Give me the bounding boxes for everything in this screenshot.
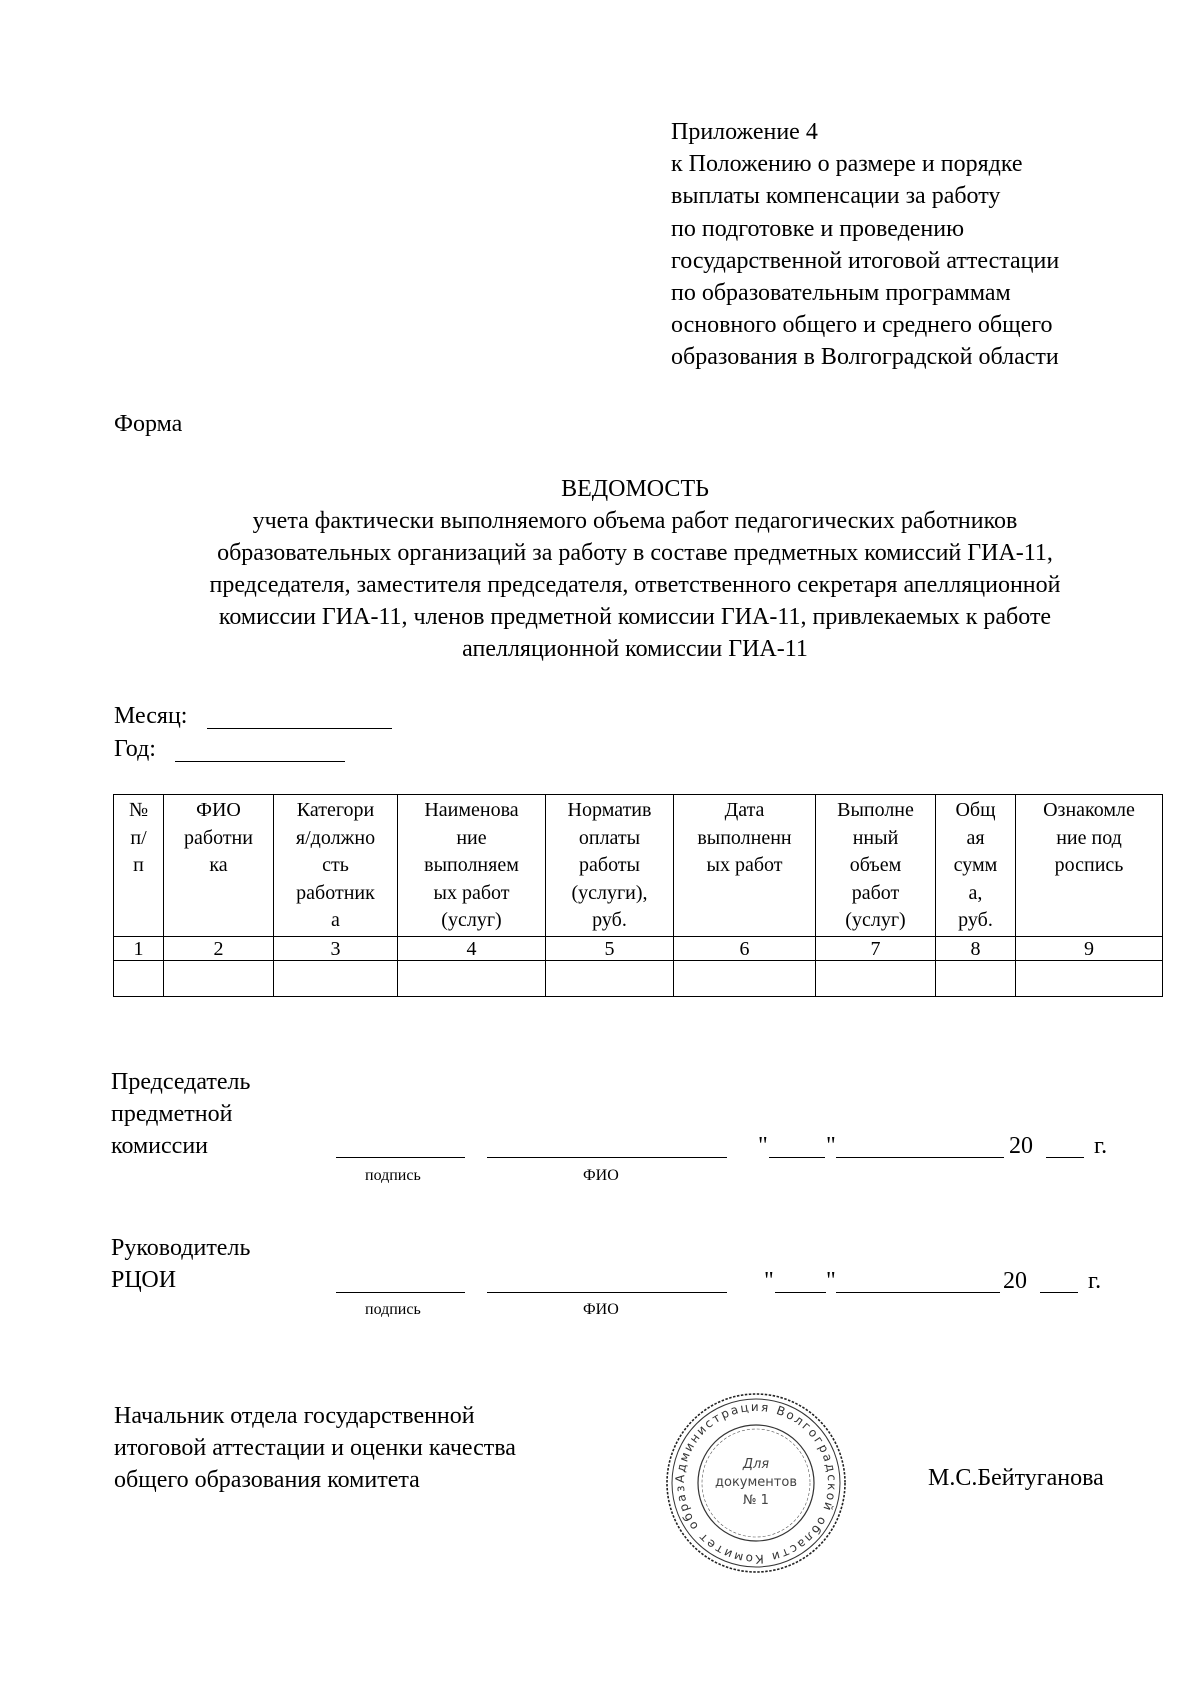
title-line: комиссии ГИА-11, членов предметной комиссии ГИА-11, привлекаемых к работе bbox=[218, 604, 1052, 630]
table-cell[interactable] bbox=[274, 961, 398, 997]
official-stamp bbox=[663, 1390, 849, 1576]
column-number: 6 bbox=[674, 937, 816, 961]
column-number: 1 bbox=[114, 937, 164, 961]
header-cell-date: Дата выполненн ых работ bbox=[674, 795, 816, 937]
column-number: 4 bbox=[398, 937, 546, 961]
table-cell[interactable] bbox=[1016, 961, 1163, 997]
header-cell-category: Категори я/должно сть работник а bbox=[274, 795, 398, 937]
table-cell[interactable] bbox=[164, 961, 274, 997]
appendix-line: по подготовке и проведению bbox=[671, 215, 965, 242]
column-number: 5 bbox=[546, 937, 674, 961]
appendix-line: выплаты компенсации за работу bbox=[671, 183, 1001, 210]
rcoi-month-line[interactable] bbox=[836, 1292, 1000, 1293]
appendix-note bbox=[671, 116, 1059, 374]
head-position-line: общего образования комитета bbox=[114, 1467, 420, 1493]
svg-text:№ 1: № 1 bbox=[743, 1493, 769, 1508]
rcoi-year-prefix: 20 bbox=[1003, 1268, 1027, 1294]
rcoi-year-suffix: г. bbox=[1088, 1268, 1102, 1294]
chair-month-line[interactable] bbox=[836, 1157, 1004, 1158]
head-position-line: итоговой аттестации и оценки качества bbox=[114, 1435, 516, 1461]
title-line: учета фактически выполняемого объема работ педагогических работников bbox=[252, 508, 1018, 534]
table-cell[interactable] bbox=[114, 961, 164, 997]
head-position-line: Начальник отдела государственной bbox=[114, 1403, 475, 1429]
rcoi-date-quote-close: " bbox=[826, 1268, 836, 1294]
header-cell-signature: Ознакомле ние под роспись bbox=[1016, 795, 1163, 937]
header-cell-rate: Норматив оплаты работы (услуги), руб. bbox=[546, 795, 674, 937]
chair-year-prefix: 20 bbox=[1009, 1133, 1033, 1159]
svg-text:документов: документов bbox=[715, 1475, 797, 1490]
title-line: апелляционной комиссии ГИА-11 bbox=[462, 636, 808, 662]
header-cell-fio: ФИО работни ка bbox=[164, 795, 274, 937]
header-cell-volume: Выполне нный объем работ (услуг) bbox=[816, 795, 936, 937]
table-row bbox=[114, 961, 1163, 997]
title-heading: ВЕДОМОСТЬ bbox=[561, 476, 709, 502]
rcoi-signature-line[interactable] bbox=[336, 1292, 465, 1293]
title-line: образовательных организаций за работу в составе предметных комиссий ГИА-11, bbox=[217, 540, 1053, 566]
chair-fio-line[interactable] bbox=[487, 1157, 727, 1158]
rcoi-date-quote-open: " bbox=[764, 1268, 774, 1294]
ledger-table bbox=[113, 794, 1163, 997]
header-cell-work-name: Наименова ние выполняем ых работ (услуг) bbox=[398, 795, 546, 937]
appendix-line: к Положению о размере и порядке bbox=[671, 151, 1023, 178]
column-number: 9 bbox=[1016, 937, 1163, 961]
appendix-line: по образовательным программам bbox=[671, 280, 1011, 307]
year-label: Год: bbox=[114, 736, 156, 762]
appendix-line: основного общего и среднего общего bbox=[671, 312, 1053, 339]
table-cell[interactable] bbox=[936, 961, 1016, 997]
rcoi-fio-caption: ФИО bbox=[583, 1301, 619, 1318]
chair-title: Председатель предметной комиссии bbox=[111, 1069, 251, 1159]
column-number: 3 bbox=[274, 937, 398, 961]
column-number-row bbox=[114, 937, 1163, 961]
header-cell-total: Общ ая сумм а, руб. bbox=[936, 795, 1016, 937]
appendix-line: образования в Волгоградской области bbox=[671, 344, 1059, 371]
rcoi-title: Руководитель РЦОИ bbox=[111, 1235, 251, 1293]
chair-sign-caption: подпись bbox=[365, 1167, 421, 1184]
year-input-line[interactable] bbox=[175, 761, 345, 762]
svg-text:Администрация Волгоградской об: Администрация Волгоградской области Комитет образ bbox=[672, 1399, 840, 1567]
table-cell[interactable] bbox=[674, 961, 816, 997]
table-header-row bbox=[114, 795, 1163, 937]
chair-date-quote-open: " bbox=[758, 1133, 768, 1159]
chair-fio-caption: ФИО bbox=[583, 1167, 619, 1184]
column-number: 2 bbox=[164, 937, 274, 961]
chair-year-suffix: г. bbox=[1094, 1133, 1108, 1159]
rcoi-day-line[interactable] bbox=[775, 1292, 826, 1293]
table-cell[interactable] bbox=[816, 961, 936, 997]
head-name: М.С.Бейтуганова bbox=[928, 1465, 1104, 1491]
table-cell[interactable] bbox=[546, 961, 674, 997]
table-cell[interactable] bbox=[398, 961, 546, 997]
rcoi-year-line[interactable] bbox=[1040, 1292, 1078, 1293]
chair-day-line[interactable] bbox=[769, 1157, 825, 1158]
form-label: Форма bbox=[114, 411, 183, 437]
column-number: 7 bbox=[816, 937, 936, 961]
head-position bbox=[114, 1400, 516, 1496]
document-title bbox=[100, 473, 1170, 665]
header-cell-number: № п/ п bbox=[114, 795, 164, 937]
column-number: 8 bbox=[936, 937, 1016, 961]
stamp-seal-icon bbox=[663, 1390, 849, 1576]
chair-year-line[interactable] bbox=[1046, 1157, 1084, 1158]
month-label: Месяц: bbox=[114, 703, 188, 729]
rcoi-sign-caption: подпись bbox=[365, 1301, 421, 1318]
rcoi-fio-line[interactable] bbox=[487, 1292, 727, 1293]
title-line: председателя, заместителя председателя, ответственного секретаря апелляционной bbox=[209, 572, 1061, 598]
appendix-line: Приложение 4 bbox=[671, 119, 818, 145]
appendix-line: государственной итоговой аттестации bbox=[671, 247, 1060, 274]
svg-text:Для: Для bbox=[742, 1457, 770, 1472]
chair-date-quote-close: " bbox=[826, 1133, 836, 1159]
month-input-line[interactable] bbox=[207, 728, 392, 729]
chair-signature-line[interactable] bbox=[336, 1157, 465, 1158]
